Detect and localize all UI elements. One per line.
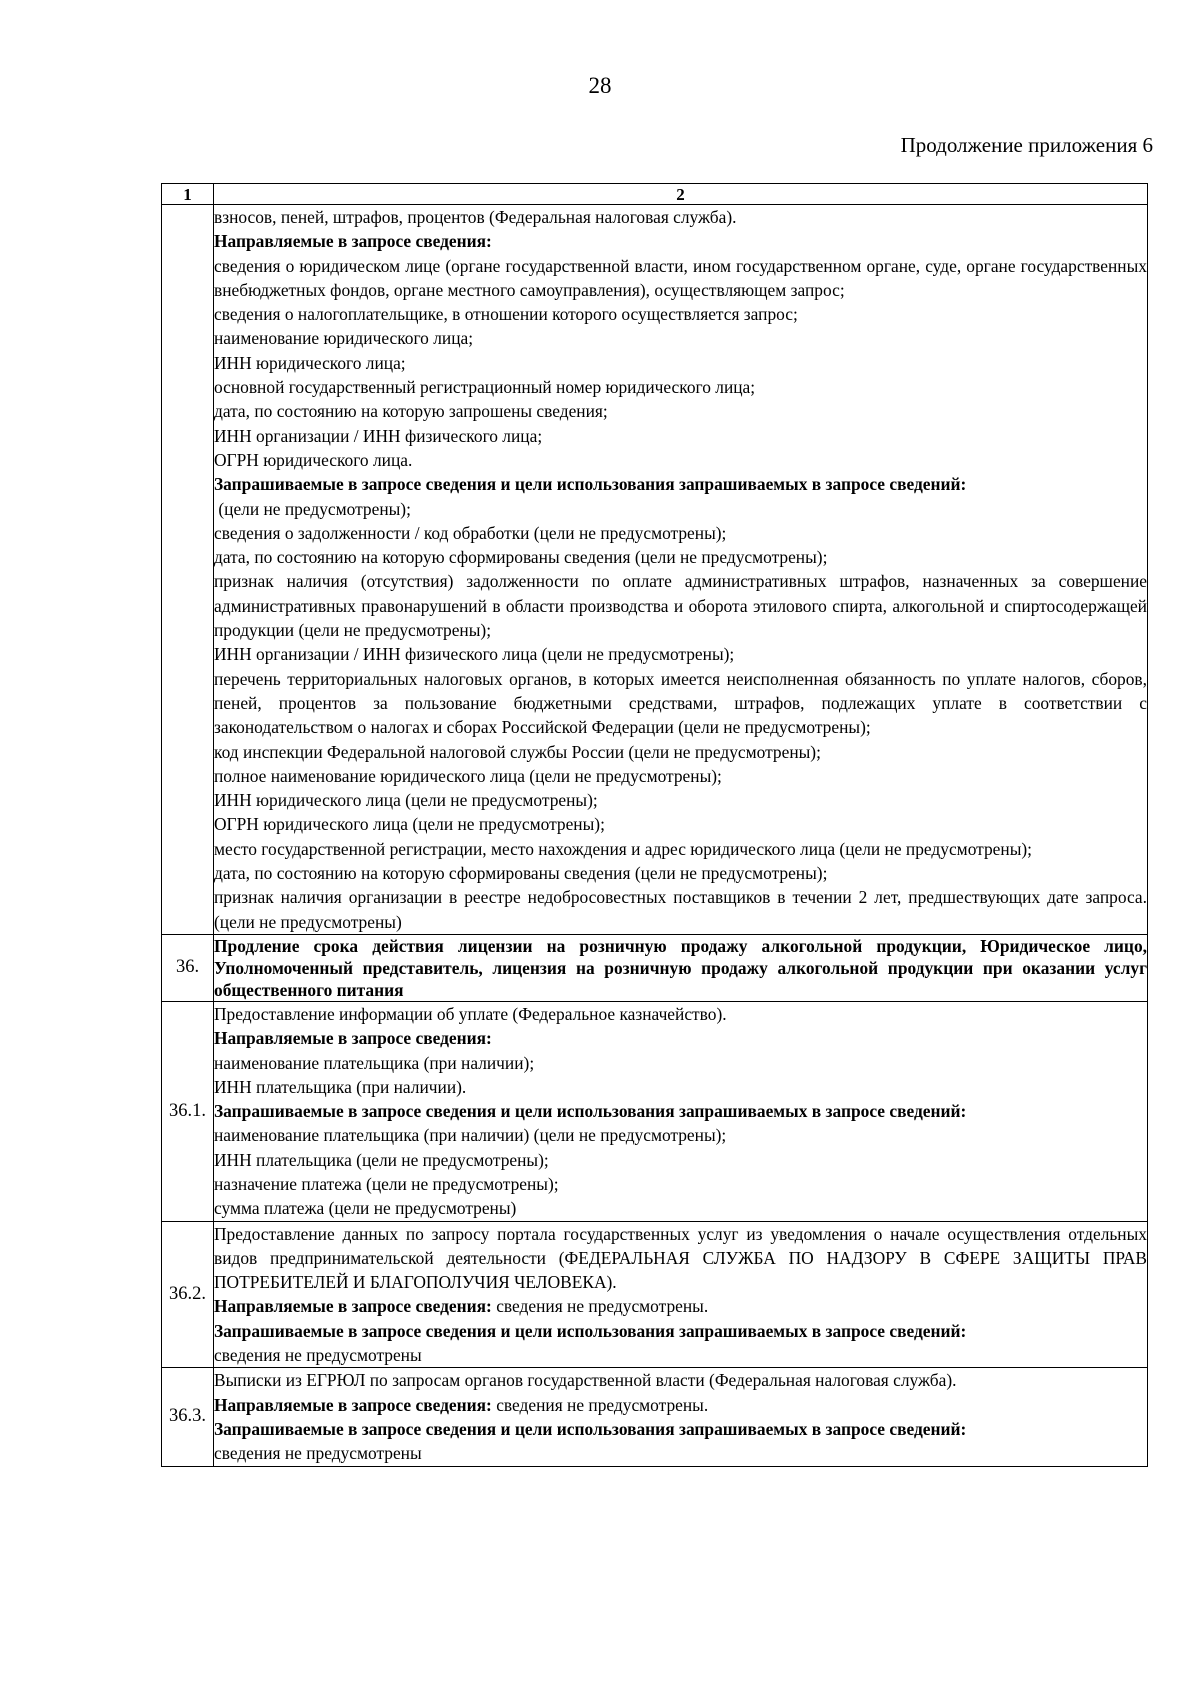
table-row-continuation — [162, 205, 1148, 935]
line: назначение платежа (цели не предусмотрены); — [214, 1173, 559, 1194]
line: Предоставление данных по запросу портала государственных услуг из уведомления о начале осуществления отдельных видов предпринимательской деятельности (ФЕДЕРАЛЬНАЯ СЛУЖБА ПО НАДЗОРУ В СФЕРЕ ЗАЩИТЫ ПРАВ ПОТРЕБИТЕЛЕЙ И БЛАГОПОЛУЧИЯ ЧЕЛОВЕКА). — [214, 1223, 1147, 1293]
row-content — [214, 205, 1148, 935]
line: взносов, пеней, штрафов, процентов (Федеральная налоговая служба). — [214, 207, 737, 227]
row-content — [214, 1001, 1148, 1221]
table-row-36-1 — [162, 1001, 1148, 1221]
column-header-number: 1 — [162, 184, 214, 205]
line: дата, по состоянию на которую запрошены сведения; — [214, 401, 608, 422]
column-header-content: 2 — [214, 184, 1148, 205]
section-heading: Продление срока действия лицензии на розничную продажу алкогольной продукции, Юридическое лицо, Уполномоченный представитель, лицензия на розничную продажу алкогольной продукции при оказании услуг общественного питания — [214, 935, 1147, 1000]
line: сведения о налогоплательщике, в отношении которого осуществляется запрос; — [214, 304, 798, 325]
line: наименование плательщика (при наличии); — [214, 1052, 535, 1073]
line: сведения не предусмотрены — [214, 1443, 422, 1464]
line: сведения о задолженности / код обработки (цели не предусмотрены); — [214, 522, 727, 543]
table-row-36 — [162, 934, 1148, 1001]
line — [214, 1393, 1147, 1417]
section-heading: Направляемые в запросе сведения: — [214, 1394, 492, 1415]
section-heading: Направляемые в запросе сведения: — [214, 1028, 492, 1049]
line: признак наличия (отсутствия) задолженности по оплате административных штрафов, назначенных за совершение административных правонарушений в области производства и оборота этилового спирта, алкогольной и спиртосодержащей продукции (цели не предусмотрены); — [214, 571, 1147, 641]
line: наименование плательщика (при наличии) (цели не предусмотрены); — [214, 1125, 727, 1146]
line: ИНН организации / ИНН физического лица; — [214, 425, 543, 446]
line: ИНН плательщика (при наличии). — [214, 1076, 467, 1097]
line: полное наименование юридического лица (цели не предусмотрены); — [214, 765, 722, 786]
line: признак наличия организации в реестре недобросовестных поставщиков в течении 2 лет, предшествующих дате запроса. (цели не предусмотрены) — [214, 887, 1147, 932]
line — [214, 1294, 1147, 1318]
page-number: 28 — [588, 73, 612, 98]
line: ИНН плательщика (цели не предусмотрены); — [214, 1149, 549, 1170]
row-content — [214, 934, 1148, 1001]
line: сумма платежа (цели не предусмотрены) — [214, 1198, 517, 1219]
line: сведения не предусмотрены — [214, 1345, 422, 1366]
line: основной государственный регистрационный номер юридического лица; — [214, 377, 756, 398]
row-content — [214, 1368, 1148, 1466]
section-heading: Запрашиваемые в запросе сведения и цели использования запрашиваемых в запросе сведений: — [214, 1320, 967, 1341]
line: ОГРН юридического лица. — [214, 449, 413, 470]
line: сведения о юридическом лице (органе государственной власти, ином государственном органе, суде, органе государственных внебюджетных фондов, органе местного самоуправления), осуществляющем запрос; — [214, 255, 1147, 300]
line: дата, по состоянию на которую сформированы сведения (цели не предусмотрены); — [214, 547, 828, 568]
row-number: 36.1. — [162, 1001, 214, 1221]
section-heading: Направляемые в запросе сведения: — [214, 231, 492, 252]
requirements-table — [161, 183, 1148, 1467]
line: Предоставление информации об уплате (Федеральное казначейство). — [214, 1003, 727, 1024]
row-number: 36.3. — [162, 1368, 214, 1466]
table-row-36-2 — [162, 1221, 1148, 1368]
line: ИНН юридического лица; — [214, 352, 406, 373]
line: ИНН юридического лица (цели не предусмотрены); — [214, 790, 598, 811]
row-content — [214, 1221, 1148, 1368]
line: Выписки из ЕГРЮЛ по запросам органов государственной власти (Федеральная налоговая служба). — [214, 1370, 957, 1391]
table-row-36-3 — [162, 1368, 1148, 1466]
section-heading: Направляемые в запросе сведения: — [214, 1296, 492, 1317]
appendix-title: Продолжение приложения 6 — [900, 133, 1153, 157]
line: наименование юридического лица; — [214, 328, 474, 349]
row-number — [162, 205, 214, 935]
section-heading: Запрашиваемые в запросе сведения и цели использования запрашиваемых в запросе сведений: — [214, 1418, 967, 1439]
line: (цели не предусмотрены); — [214, 498, 411, 519]
line: ИНН организации / ИНН физического лица (цели не предусмотрены); — [214, 644, 735, 665]
line: перечень территориальных налоговых органов, в которых имеется неисполненная обязанность по уплате налогов, сборов, пеней, процентов за пользование бюджетными средствами, штрафов, подлежащих уплате в соответствии с законодательством о налогах и сборах Российской Федерации (цели не предусмотрены); — [214, 668, 1147, 738]
section-heading: Запрашиваемые в запросе сведения и цели использования запрашиваемых в запросе сведений: — [214, 474, 967, 495]
line: место государственной регистрации, место нахождения и адрес юридического лица (цели не предусмотрены); — [214, 838, 1032, 859]
line-value: сведения не предусмотрены. — [491, 1394, 709, 1415]
line: ОГРН юридического лица (цели не предусмотрены); — [214, 814, 605, 835]
row-number: 36.2. — [162, 1221, 214, 1368]
line: код инспекции Федеральной налоговой службы России (цели не предусмотрены); — [214, 741, 821, 762]
line-value: сведения не предусмотрены. — [491, 1296, 709, 1317]
section-heading: Запрашиваемые в запросе сведения и цели использования запрашиваемых в запросе сведений: — [214, 1101, 967, 1122]
line: дата, по состоянию на которую сформированы сведения (цели не предусмотрены); — [214, 863, 828, 884]
row-number: 36. — [162, 934, 214, 1001]
table-header-row — [162, 184, 1148, 205]
